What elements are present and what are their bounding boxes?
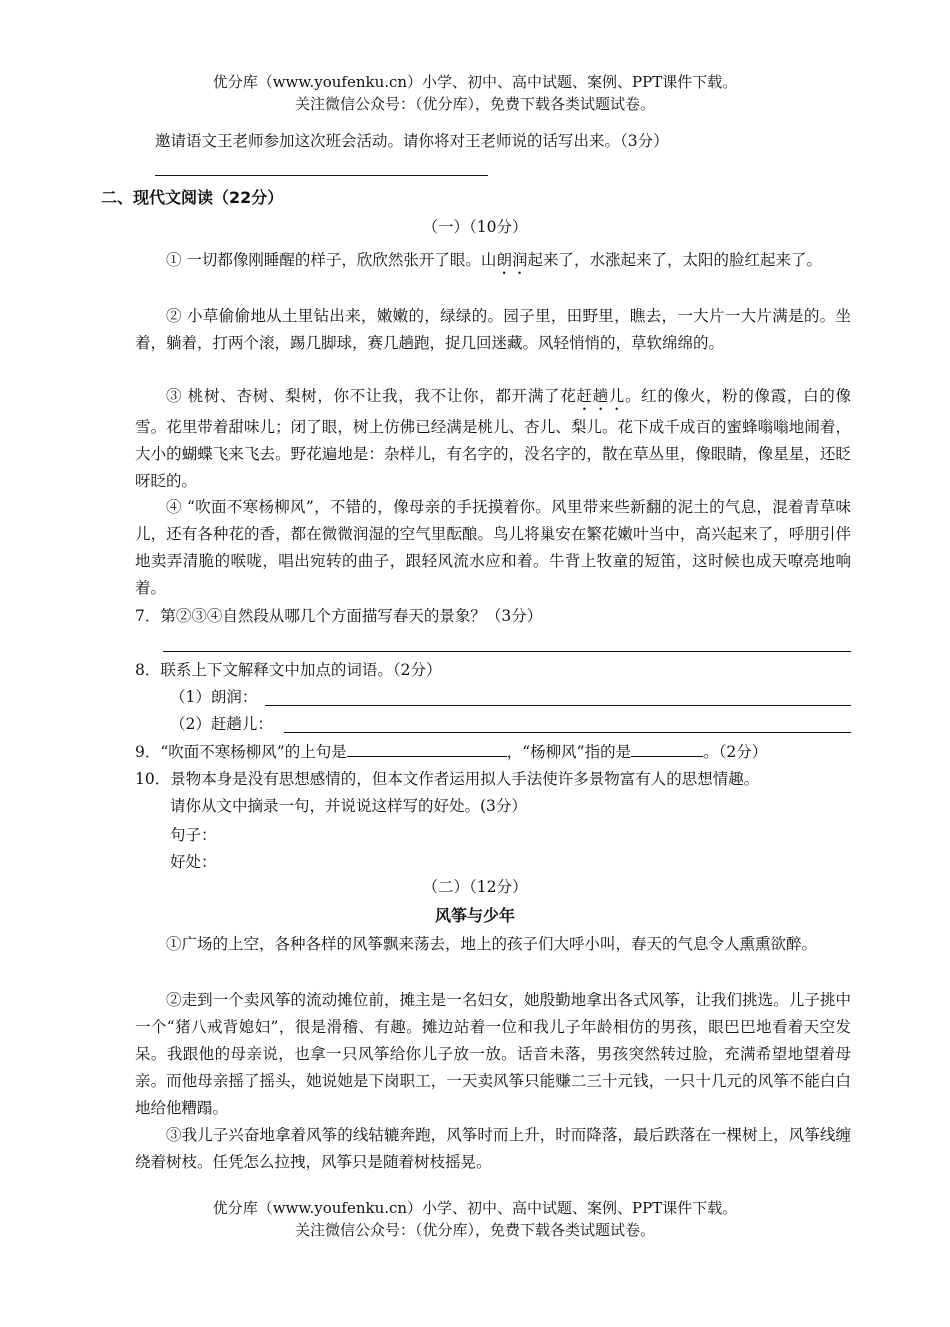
section-title: 二、现代文阅读（22分） xyxy=(101,188,284,207)
header-line-1: 优分库（www.youfenku.cn）小学、初中、高中试题、案例、PPT课件下载。 xyxy=(212,73,738,91)
part1-paragraph-2: ② 小草偷偷地从土里钻出来，嫩嫩的，绿绿的。园子里，田野里，瞧去，一大片一大片满是的。坐着，躺着，打两个滚，踢几脚球，赛几趟跑，捉几回迷藏。风轻悄悄的，草软绵绵的。 xyxy=(135,307,851,352)
q8-2-answer-line xyxy=(284,732,851,733)
q9-text-a: 9．“吹面不寒杨柳风”的上句是 xyxy=(135,743,347,761)
q8-item-1: （1）朗润： xyxy=(170,688,258,706)
question-7: 7．第②③④自然段从哪几个方面描写春天的景象？（3分） xyxy=(135,607,543,625)
dotted-word-langrun: 朗润 xyxy=(496,251,528,269)
header-line-2: 关注微信公众号：（优分库），免费下载各类试题试卷。 xyxy=(294,95,655,113)
part1-paragraph-4: ④ “吹面不寒杨柳风”，不错的，像母亲的手抚摸着你。风里带来些新翻的泥土的气息，混着青草味儿，还有各种花的香，都在微微润湿的空气里酝酿。鸟儿将巢安在繁花嫩叶当中，高兴起来了，呼朋引伴地卖弄清脆的喉咙，唱出宛转的曲子，跟轻风流水应和着。牛背上牧童的短笛，这时候也成天嘹亮地响着。 xyxy=(135,498,851,597)
p3-text-b: 。红的像火，粉的像霞，白的像雪。花里带着甜味儿；闭了眼，树上仿佛已经满是桃儿、杏儿、梨儿。花下成千成百的蜜蜂嗡嗡地闹着，大小的蝴蝶飞来飞去。野花遍地是：杂样儿，有名字的，没名字的，散在草丛里，像眼睛，像星星，还眨呀眨的。 xyxy=(135,387,851,490)
page-footer xyxy=(0,1197,950,1241)
p3-text-a: ③ 桃树、杏树、梨树，你不让我，我不让你，都开满了花 xyxy=(166,387,577,405)
part2-paragraph-3: ③我儿子兴奋地拿着风筝的线轱辘奔跑，风筝时而上升，时而降落，最后跌落在一棵树上，风筝线缠绕着树枝。任凭怎么拉拽，风筝只是随着树枝摇晃。 xyxy=(135,1126,851,1171)
invite-question: 邀请语文王老师参加这次班会活动。请你将对王老师说的话写出来。（3分） xyxy=(155,132,669,150)
part2-paragraph-1: ①广场的上空，各种各样的风筝飘来荡去，地上的孩子们大呼小叫，春天的气息令人熏熏欲醉。 xyxy=(166,935,818,953)
story-title: 风筝与少年 xyxy=(434,906,515,925)
dotted-word-gantanger: 赶趟儿 xyxy=(576,387,625,405)
q9-text-b: ，“杨柳风”指的是 xyxy=(506,743,632,761)
question-9 xyxy=(135,739,851,766)
q7-answer-line xyxy=(163,651,851,652)
part1-paragraph-3 xyxy=(135,383,851,495)
part1-paragraph-1 xyxy=(135,247,851,278)
q8-item-2: （2）赶趟儿： xyxy=(170,715,273,733)
question-8: 8．联系上下文解释文中加点的词语。（2分） xyxy=(135,661,442,679)
question-10-line-2: 请你从文中摘录一句，并说说这样写的好处。(3分） xyxy=(170,797,527,815)
part1-heading: （一）（10分） xyxy=(422,218,528,236)
p1-text-b: 起来了，水涨起来了，太阳的脸红起来了。 xyxy=(527,251,822,269)
footer-line-2: 关注微信公众号：（优分库），免费下载各类试题试卷。 xyxy=(294,1221,655,1239)
q9-blank-2 xyxy=(631,740,703,757)
q10-sentence-label: 句子： xyxy=(170,826,217,844)
question-10-line-1: 10．景物本身是没有思想感情的，但本文作者运用拟人手法使许多景物富有人的思想情趣。 xyxy=(135,770,760,788)
q9-text-c: 。（2分） xyxy=(703,743,768,761)
q8-1-answer-line xyxy=(265,705,851,706)
part2-heading: （二）（12分） xyxy=(422,878,528,896)
q10-benefit-label: 好处： xyxy=(170,853,217,871)
footer-line-1: 优分库（www.youfenku.cn）小学、初中、高中试题、案例、PPT课件下载。 xyxy=(212,1199,738,1217)
part2-paragraph-2: ②走到一个卖风筝的流动摊位前，摊主是一名妇女，她殷勤地拿出各式风筝，让我们挑选。儿子挑中一个“猪八戒背媳妇”，很是滑稽、有趣。摊边站着一位和我儿子年龄相仿的男孩，眼巴巴地看着天空发呆。我跟他的母亲说，也拿一只风筝给你儿子放一放。话音未落，男孩突然转过脸，充满希望地望着母亲。而他母亲摇了摇头，她说她是下岗职工，一天卖风筝只能赚二三十元钱，一只十几元的风筝不能白白地给他糟蹋。 xyxy=(135,991,851,1117)
p1-text-a: ① 一切都像刚睡醒的样子，欣欣然张开了眼。山 xyxy=(166,251,497,269)
q9-blank-1 xyxy=(347,740,507,757)
invite-answer-line xyxy=(155,175,488,176)
page-header xyxy=(0,71,950,115)
